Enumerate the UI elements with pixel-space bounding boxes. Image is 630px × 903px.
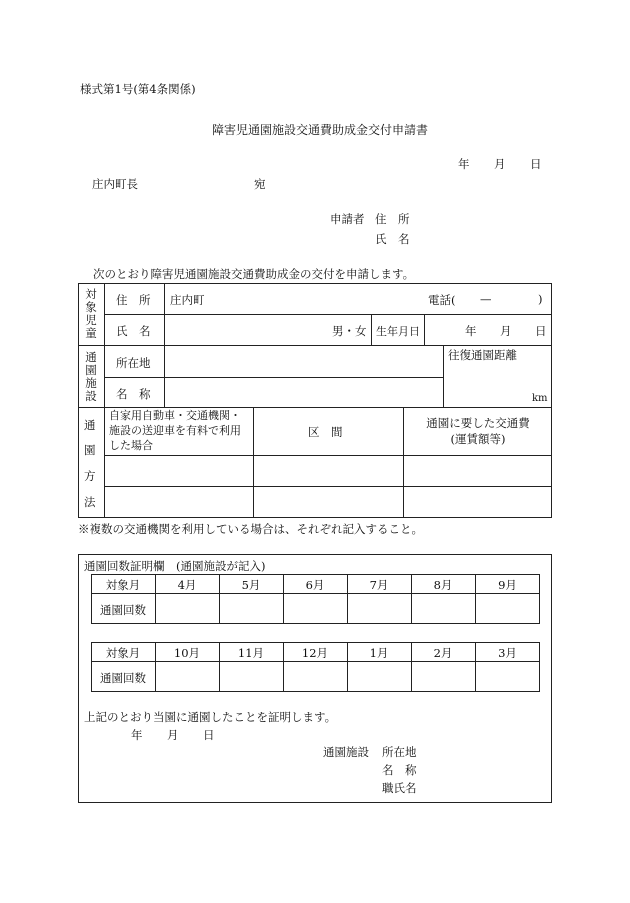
applicant-address-label: 住 所 <box>375 212 410 226</box>
month-cell: 9月 <box>498 578 517 592</box>
table-line <box>104 455 552 456</box>
month-cell: 5月 <box>241 578 261 592</box>
date-day: 日 <box>530 157 542 171</box>
month-cell: 4月 <box>177 578 197 592</box>
child-address-value: 庄内町 <box>170 293 205 307</box>
month-cell: 11月 <box>237 646 265 660</box>
facility-name-label: 名 称 <box>116 387 151 401</box>
certification-statement: 上記のとおり当園に通園したことを証明します。 <box>84 710 337 724</box>
date-year: 年 <box>458 157 470 171</box>
addressee-honorific: 宛 <box>254 177 266 191</box>
child-section-label: 対 象 児 童 <box>85 287 97 340</box>
note-text: ※複数の交通機関を利用している場合は、それぞれ記入すること。 <box>78 522 423 536</box>
table-line <box>104 283 105 518</box>
month-cell: 1月 <box>369 646 389 660</box>
facility-location-label: 所在地 <box>116 356 151 370</box>
month-cell: 12月 <box>301 646 329 660</box>
table-line <box>424 314 425 345</box>
table-line <box>371 314 372 345</box>
method-col3-header-line1: 通園に要した交通費 <box>426 416 530 430</box>
table-line <box>104 486 552 487</box>
month-cell: 3月 <box>498 646 517 660</box>
table-line <box>443 345 444 407</box>
month-label: 対象月 <box>105 578 141 592</box>
facility-section-label: 通 園 施 設 <box>85 350 97 403</box>
certification-date-month: 月 <box>167 728 179 742</box>
child-sex: 男・女 <box>332 324 367 338</box>
certification-date-year: 年 <box>131 728 143 742</box>
table-line <box>78 345 552 346</box>
certification-date-day: 日 <box>203 728 215 742</box>
table-line <box>104 314 552 315</box>
table-line <box>253 407 254 518</box>
date-month: 月 <box>494 157 506 171</box>
child-birth-label: 生年月日 <box>376 325 420 338</box>
table-line <box>104 377 443 378</box>
child-phone-close: ) <box>538 292 543 306</box>
facility-distance-label: 往復通園距離 <box>448 348 517 362</box>
certification-header: 通園回数証明欄 (通園施設が記入) <box>84 559 266 573</box>
applicant-label: 申請者 <box>330 212 365 226</box>
table-line <box>164 283 165 407</box>
child-address-label: 住 所 <box>116 293 151 307</box>
count-label: 通園回数 <box>100 671 146 685</box>
intro-text: 次のとおり障害児通園施設交通費助成金の交付を申請します。 <box>93 267 415 281</box>
month-cell: 10月 <box>173 646 201 660</box>
facility-distance-unit: km <box>532 393 548 404</box>
addressee-mayor: 庄内町長 <box>92 177 138 191</box>
child-phone-label: 電話( <box>428 293 456 307</box>
child-birth-month: 月 <box>500 324 512 338</box>
child-name-label: 氏 名 <box>116 324 151 338</box>
certification-name-label: 名 称 <box>382 763 417 777</box>
count-label: 通園回数 <box>100 603 146 617</box>
method-col1-header: 自家用自動車・交通機関・施設の送迎車を有料で利用した場合 <box>109 409 241 452</box>
month-cell: 8月 <box>433 578 453 592</box>
applicant-name-label: 氏 名 <box>375 232 410 246</box>
form-number: 様式第1号(第4条関係) <box>80 82 196 96</box>
method-col3-header-line2: (運賃額等) <box>450 432 506 446</box>
month-cell: 7月 <box>369 578 389 592</box>
month-cell: 2月 <box>433 646 453 660</box>
certification-official-label: 職氏名 <box>382 781 417 795</box>
certification-location-label: 所在地 <box>382 745 417 759</box>
child-birth-year: 年 <box>465 324 477 338</box>
child-birth-day: 日 <box>535 324 547 338</box>
method-col2-header: 区 間 <box>308 425 343 439</box>
month-cell: 6月 <box>305 578 325 592</box>
month-label: 対象月 <box>105 646 141 660</box>
form-title: 障害児通園施設交通費助成金交付申請書 <box>212 123 429 137</box>
child-phone-dash: — <box>480 292 492 306</box>
certification-facility-label: 通園施設 <box>323 745 369 759</box>
